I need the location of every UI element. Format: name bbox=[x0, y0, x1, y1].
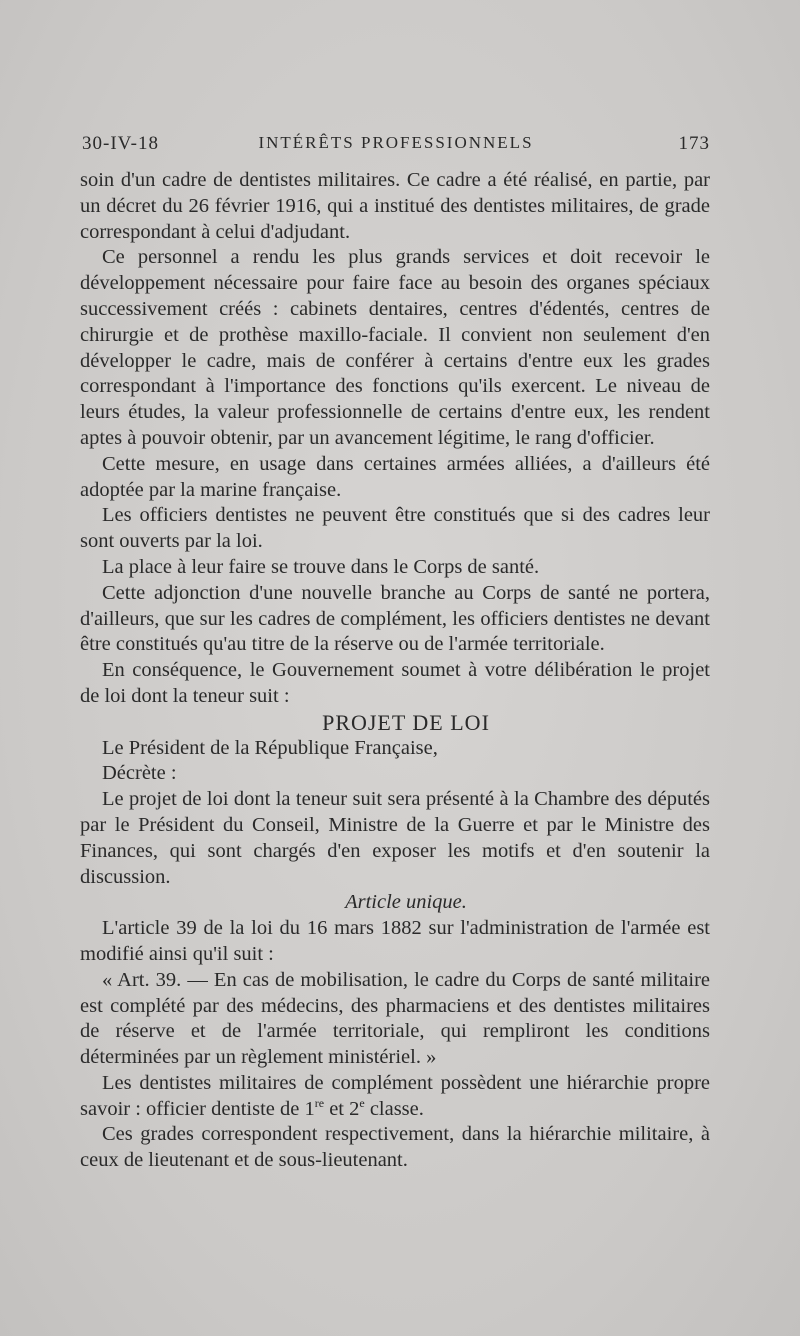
paragraph: « Art. 39. — En cas de mobilisation, le cadre du Corps de santé militaire est complété par des médecins, des pharmaciens et des dentistes militaires de réserve et de l'armée territoriale, qui rempliront les conditions déterminées par un règlement ministériel. » bbox=[80, 968, 710, 1069]
paragraph: Le projet de loi dont la teneur suit sera présenté à la Chambre des députés par le Président du Conseil, Ministre de la Guerre et par le Ministre des Finances, qui sont chargés d'en exposer les motifs et d'en soutenir la discussion. bbox=[80, 788, 710, 888]
superscript: re bbox=[314, 1095, 325, 1110]
paragraph: Ces grades correspondent respectivement, dans la hiérarchie militaire, à ceux de lieutenant et de sous-lieutenant. bbox=[80, 1123, 710, 1172]
section-heading: PROJET DE LOI bbox=[322, 709, 490, 735]
text-run: Les dentistes militaires de complément possèdent une hiérarchie propre savoir : officier dentiste de 1 bbox=[80, 1071, 710, 1120]
header-date: 30-IV-18 bbox=[82, 133, 159, 154]
paragraph: soin d'un cadre de dentistes militaires. Ce cadre a été réalisé, en partie, par un décret du 26 février 1916, qui a institué des dentistes militaires, de grade correspondant à celui d'adjudant. bbox=[80, 169, 710, 243]
header-title: INTÉRÊTS PROFESSIONNELS bbox=[258, 133, 534, 152]
paragraph: Cette adjonction d'une nouvelle branche au Corps de santé ne portera, d'ailleurs, que sur les cadres de complément, les officiers dentistes ne devant être constitués qu'au titre de la réserve ou de l'armée territoriale. bbox=[80, 581, 710, 656]
decrete-line: Décrète : bbox=[102, 762, 177, 785]
paragraph: Cette mesure, en usage dans certaines armées alliées, a d'ailleurs été adoptée par la marine française. bbox=[80, 452, 710, 501]
paragraph: En conséquence, le Gouvernement soumet à votre délibération le projet de loi dont la teneur suit : bbox=[80, 659, 710, 707]
article-title: Article unique. bbox=[345, 891, 467, 914]
page-number: 173 bbox=[678, 133, 710, 154]
paragraph bbox=[80, 1071, 710, 1123]
paragraph: Les officiers dentistes ne peuvent être constitués que si des cadres leur sont ouverts par la loi. bbox=[80, 504, 710, 553]
superscript: e bbox=[359, 1095, 365, 1110]
running-head bbox=[82, 133, 710, 161]
paragraph: La place à leur faire se trouve dans le Corps de santé. bbox=[102, 555, 540, 578]
paragraph: Ce personnel a rendu les plus grands services et doit recevoir le développement nécessaire pour faire face au besoin des organes spéciaux successivement créés : cabinets dentaires, centres d'édentés, centres de chirurgie et de prothèse maxillo-faciale. Il convient non seulement d'en développer le cadre, mais de conférer à certains d'entre eux les grades correspondant à l'importance des fonctions qu'ils exercent. Le niveau de leurs études, la valeur professionnelle de certains d'entre eux, les rendent aptes à pouvoir obtenir, par un avancement légitime, le rang d'officier. bbox=[80, 246, 710, 449]
paragraph: L'article 39 de la loi du 16 mars 1882 sur l'administration de l'armée est modifié ainsi qu'il suit : bbox=[80, 917, 710, 965]
president-line: Le Président de la République Française, bbox=[102, 736, 438, 759]
text-run: et 2 bbox=[324, 1097, 360, 1120]
text-run: classe. bbox=[364, 1097, 424, 1120]
body-text bbox=[80, 168, 710, 1174]
